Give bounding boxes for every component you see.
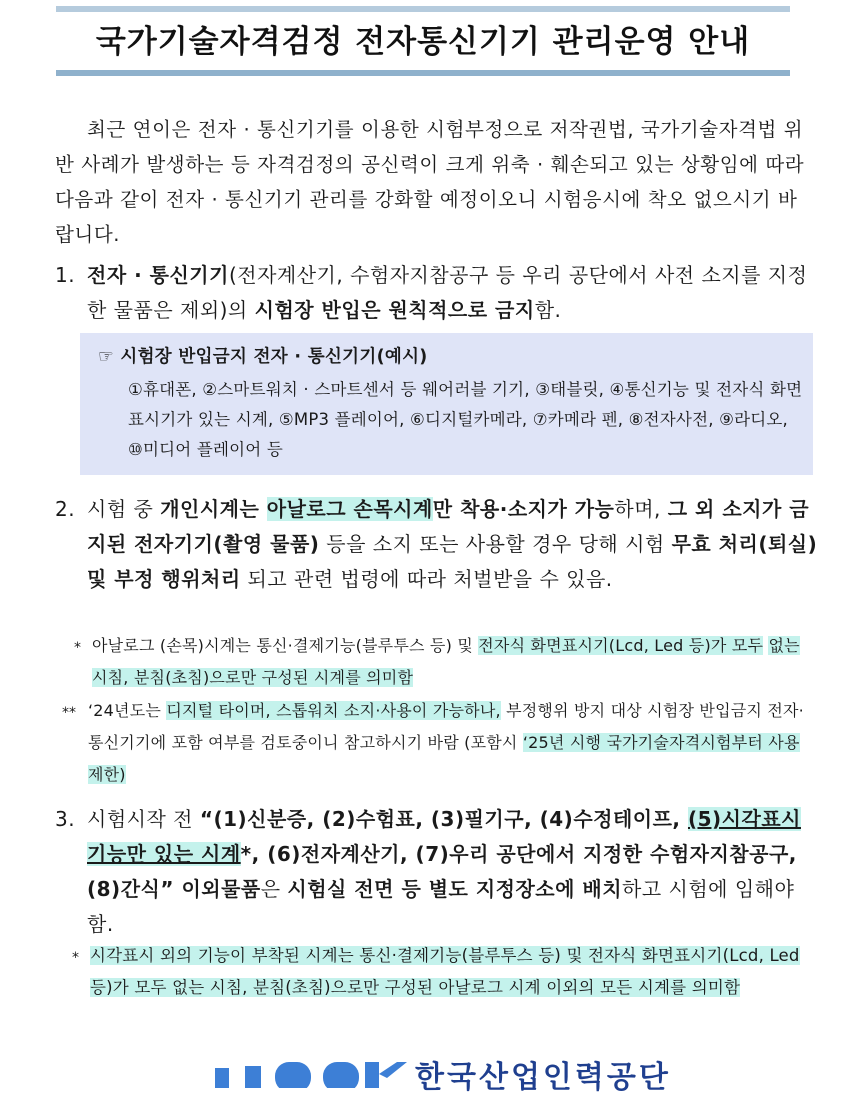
note-2b-highlight-2: ‘25년 시행 국가기술자격시험부터 사용 제한) (88, 733, 800, 784)
item-3-number: 3. (55, 807, 76, 831)
item-3-lead: 시험시작 전 (87, 807, 200, 831)
intro-paragraph: 최근 연이은 전자 · 통신기기를 이용한 시험부정으로 저작권법, 국가기술자격법 위반 사례가 발생하는 등 자격검정의 공신력이 크게 위축 · 훼손되고 있는 상황임에 따라 다음과 같이 전자 · 통신기기 관리를 강화할 예정이오니 시험응시에 착오 없으시기 바랍니다. (55, 118, 805, 246)
item-2-connector: 하며, (614, 497, 668, 521)
note-2b-year: ‘24년도는 (88, 701, 167, 720)
note-2a (92, 630, 817, 694)
item-3-connector: 은 (260, 877, 288, 901)
item-3 (55, 802, 820, 942)
item-2 (55, 492, 820, 597)
note-2b-highlight-1: 디지털 타이머, 스톱워치 소지·사용이 가능하나, (166, 701, 501, 720)
header-bottom-rule (56, 70, 790, 76)
note-2b (88, 695, 818, 791)
note-2b-mark: ** (62, 705, 76, 721)
item-3-allowed-list-2: , (6)전자계산기, (7)우리 공단에서 지정한 수험자지참공구, (8)간식” 이외물품 (87, 842, 797, 901)
item-3-allowed-list: “(1)신분증, (2)수험표, (3)필기구, (4)수정테이프, (199, 807, 688, 831)
item-1-end: 함. (534, 298, 562, 322)
note-2a-highlight-1: 전자식 화면표시기(Lcd, Led 등)가 모두 (478, 636, 764, 655)
item-2-middle: 등을 소지 또는 사용할 경우 당해 시험 (319, 532, 672, 556)
note-2a-text: 아날로그 (손목)시계는 통신·결제기능(블루투스 등) 및 (92, 636, 479, 655)
item-2-number: 2. (55, 497, 76, 521)
note-3 (90, 940, 818, 1004)
item-1 (55, 258, 820, 328)
item-2-penalty: 무효 처리(퇴실) 및 부정 행위처리 (87, 532, 818, 591)
note-2b-text: 부정행위 방지 대상 시험장 반입금지 전자·통신기기에 포함 여부를 검토중이니 참고하시기 바람 (포함시 (88, 701, 804, 752)
example-box-list: ①휴대폰, ②스마트워치 · 스마트센서 등 웨어러블 기기, ③태블릿, ④통신기능 및 전자식 화면표시기가 있는 시계, ⑤MP3 플레이어, ⑥디지털카메라, ⑦카메라 펜, ⑧전자사전, ⑨라디오, ⑩미디어 플레이어 등 (128, 380, 803, 459)
item-1-prohibition: 시험장 반입은 원칙적으로 금지 (254, 298, 535, 322)
item-1-devices: 전자 · 통신기기 (87, 263, 229, 287)
org-name: 한국산업인력공단 (415, 1060, 671, 1095)
note-3-mark: * (72, 950, 79, 966)
item-1-number: 1. (55, 263, 76, 287)
item-2-prohibited-devices: 그 외 소지가 금지된 전자기기(촬영 물품) (87, 497, 810, 556)
item-2-end: 되고 관련 법령에 따라 처벌받을 수 있음. (240, 567, 613, 591)
item-2-analog-watch: 아날로그 손목시계 (266, 497, 433, 521)
note-2a-highlight-2: 없는 시침, 분침(초침)으로만 구성된 시계를 의미함 (92, 636, 800, 687)
item-2-allowed: 만 착용·소지가 가능 (432, 497, 615, 521)
note-3-text: 시각표시 외의 기능이 부착된 시계는 통신·결제기능(블루투스 등) 및 전자식 화면표시기(Lcd, Led 등)가 모두 없는 시침, 분침(초침)으로만 구성된 아날로그 시계 이외의 모든 시계를 의미함 (90, 946, 800, 997)
note-2a-mark: * (74, 640, 81, 656)
item-3-end: 하고 시험에 임해야 함. (87, 877, 795, 936)
item-1-exception: (전자계산기, 수험자지참공구 등 우리 공단에서 사전 소지를 지정한 물품은 제외)의 (87, 263, 808, 322)
org-logo (215, 1058, 685, 1095)
page-title: 국가기술자격검정 전자통신기기 관리운영 안내 (95, 24, 751, 60)
item-2-lead: 시험 중 (87, 497, 161, 521)
example-box-title: ☞ 시험장 반입금지 전자 · 통신기기(예시) (98, 347, 428, 367)
item-3-watch-highlight: (5)시각표시 기능만 있는 시계 (87, 807, 801, 866)
header-top-rule (56, 6, 790, 12)
item-3-asterisk: * (240, 842, 252, 866)
item-2-personal-watch: 개인시계는 (160, 497, 267, 521)
example-box (80, 333, 813, 475)
item-3-placement: 시험실 전면 등 별도 지정장소에 배치 (287, 877, 623, 901)
